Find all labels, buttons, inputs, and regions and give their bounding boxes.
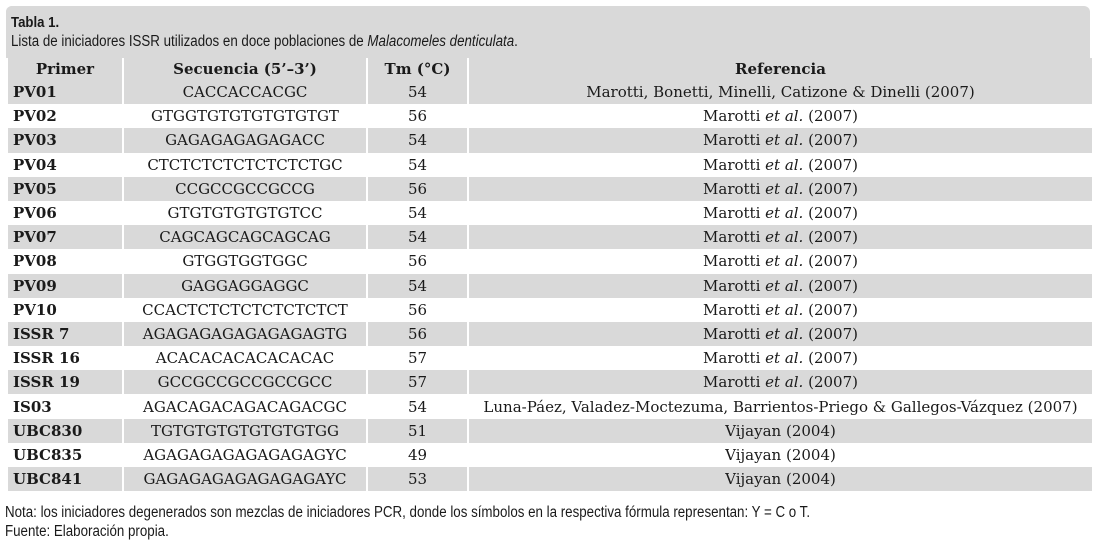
reference-year: (2007) <box>803 349 858 368</box>
primer-cell: ISSR 16 <box>13 349 80 368</box>
reference-cell <box>469 419 1092 443</box>
table-row <box>8 80 1092 104</box>
primer-cell: PV02 <box>13 107 57 126</box>
reference-year: (2007) <box>803 204 858 223</box>
reference-authors: Marotti <box>703 155 766 174</box>
reference-authors: Vijayan (2004) <box>725 421 836 440</box>
reference-etal: et al. <box>765 276 804 295</box>
table-row <box>8 249 1092 273</box>
sequence-cell: GAGAGAGAGAGAGAGAYC <box>124 467 366 491</box>
reference-year: (2007) <box>803 179 858 198</box>
sequence-cell: CCGCCGCCGCCG <box>124 177 366 201</box>
reference-cell <box>469 370 1092 394</box>
sequence-cell: CTCTCTCTCTCTCTCTGC <box>147 155 343 174</box>
reference-cell <box>469 225 1092 249</box>
primer-cell: PV06 <box>13 204 57 223</box>
table-description <box>11 33 518 51</box>
reference-year: (2007) <box>803 107 858 126</box>
reference-etal: et al. <box>765 373 804 392</box>
reference-year: (2007) <box>803 155 858 174</box>
tm-cell: 54 <box>407 204 428 223</box>
tm-cell: 56 <box>407 252 428 271</box>
sequence-cell: AGAGAGAGAGAGAGAGTG <box>124 322 366 346</box>
sequence-cell: AGACAGACAGACAGACGC <box>143 397 347 416</box>
tm-cell: 53 <box>368 467 467 491</box>
reference-authors: Luna-Páez, Valadez-Moctezuma, Barrientos-Priego & Gallegos-Vázquez (2007) <box>483 397 1078 416</box>
reference-year: (2007) <box>803 228 858 247</box>
header-primer: Primer <box>8 58 122 80</box>
reference-etal: et al. <box>765 107 804 126</box>
primer-cell: PV04 <box>13 155 57 174</box>
primer-cell: UBC830 <box>8 419 122 443</box>
tm-cell: 56 <box>368 322 467 346</box>
reference-etal: et al. <box>765 204 804 223</box>
header-reference: Referencia <box>469 58 1092 80</box>
reference-authors: Marotti <box>703 107 766 126</box>
reference-etal: et al. <box>765 324 804 343</box>
sequence-cell: GTGGTGTGTGTGTGTGT <box>151 107 339 126</box>
header-tm: Tm (°C) <box>368 58 467 80</box>
primer-cell: UBC835 <box>13 445 83 464</box>
sequence-cell: CCACTCTCTCTCTCTCTCT <box>142 300 348 319</box>
reference-authors: Marotti, Bonetti, Minelli, Catizone & Dinelli (2007) <box>586 83 975 102</box>
primer-cell: PV08 <box>13 252 57 271</box>
tm-cell: 57 <box>407 349 428 368</box>
table-row <box>8 443 1092 467</box>
table-row <box>8 128 1092 152</box>
table-row <box>8 419 1092 443</box>
reference-etal: et al. <box>765 349 804 368</box>
reference-cell <box>469 443 1092 467</box>
table-row <box>8 346 1092 370</box>
reference-etal: et al. <box>765 155 804 174</box>
reference-cell <box>469 274 1092 298</box>
reference-year: (2007) <box>803 300 858 319</box>
reference-etal: et al. <box>765 300 804 319</box>
primer-cell: PV03 <box>8 128 122 152</box>
reference-authors: Marotti <box>703 349 766 368</box>
caption-text-suffix: . <box>514 33 518 50</box>
reference-cell <box>469 346 1092 370</box>
reference-cell <box>469 128 1092 152</box>
reference-authors: Vijayan (2004) <box>725 445 836 464</box>
reference-cell <box>469 322 1092 346</box>
reference-cell <box>469 80 1092 104</box>
primer-table <box>6 58 1094 491</box>
reference-year: (2007) <box>803 276 858 295</box>
sequence-cell: TGTGTGTGTGTGTGTGG <box>124 419 366 443</box>
primer-cell: PV10 <box>13 300 57 319</box>
primer-cell: UBC841 <box>8 467 122 491</box>
reference-cell <box>469 104 1092 128</box>
tm-cell: 54 <box>368 274 467 298</box>
header-row <box>8 58 1092 80</box>
reference-cell <box>469 201 1092 225</box>
table-row <box>8 467 1092 491</box>
sequence-cell: CACCACCACGC <box>124 80 366 104</box>
reference-cell <box>469 394 1092 418</box>
sequence-cell: AGAGAGAGAGAGAGAGYC <box>143 445 347 464</box>
table-row <box>8 370 1092 394</box>
reference-authors: Marotti <box>703 252 766 271</box>
primer-cell: PV01 <box>8 80 122 104</box>
reference-year: (2007) <box>803 131 858 150</box>
reference-authors: Marotti <box>703 300 766 319</box>
reference-authors: Vijayan (2004) <box>725 470 836 489</box>
reference-etal: et al. <box>765 252 804 271</box>
source-text: Fuente: Elaboración propia. <box>5 523 169 540</box>
sequence-cell: GTGGTGGTGGC <box>182 252 308 271</box>
caption-text-prefix: Lista de iniciadores ISSR utilizados en doce poblaciones de <box>11 33 368 50</box>
primer-cell: ISSR 7 <box>8 322 122 346</box>
sequence-cell: GTGTGTGTGTGTCC <box>167 204 323 223</box>
tm-cell: 54 <box>368 128 467 152</box>
sequence-cell: GCCGCCGCCGCCGCC <box>124 370 366 394</box>
reference-cell <box>469 298 1092 322</box>
reference-year: (2007) <box>803 373 858 392</box>
primer-cell: PV05 <box>8 177 122 201</box>
table-title: Tabla 1. <box>11 14 60 31</box>
reference-year: (2007) <box>803 252 858 271</box>
table-row <box>8 274 1092 298</box>
reference-etal: et al. <box>765 179 804 198</box>
table-row <box>8 201 1092 225</box>
tm-cell: 56 <box>407 107 428 126</box>
reference-authors: Marotti <box>703 228 766 247</box>
tm-cell: 56 <box>407 300 428 319</box>
primer-cell: ISSR 19 <box>8 370 122 394</box>
header-sequence: Secuencia (5’–3’) <box>124 58 366 80</box>
table-row <box>8 153 1092 177</box>
primer-cell: PV09 <box>8 274 122 298</box>
table-row <box>8 177 1092 201</box>
species-name: Malacomeles denticulata <box>367 33 515 50</box>
table-notes <box>5 503 810 541</box>
tm-cell: 54 <box>407 397 428 416</box>
reference-authors: Marotti <box>703 324 766 343</box>
reference-authors: Marotti <box>703 179 766 198</box>
reference-cell <box>469 177 1092 201</box>
primer-cell: PV07 <box>8 225 122 249</box>
primer-cell: IS03 <box>13 397 52 416</box>
reference-etal: et al. <box>765 228 804 247</box>
tm-cell: 56 <box>368 177 467 201</box>
table-row <box>8 225 1092 249</box>
table-row <box>8 322 1092 346</box>
reference-cell <box>469 153 1092 177</box>
reference-etal: et al. <box>765 131 804 150</box>
table-row <box>8 298 1092 322</box>
sequence-cell: CAGCAGCAGCAGCAG <box>124 225 366 249</box>
reference-cell <box>469 467 1092 491</box>
table-row <box>8 104 1092 128</box>
reference-authors: Marotti <box>703 276 766 295</box>
reference-authors: Marotti <box>703 204 766 223</box>
tm-cell: 51 <box>368 419 467 443</box>
tm-cell: 57 <box>368 370 467 394</box>
tm-cell: 54 <box>368 225 467 249</box>
note-text: Nota: los iniciadores degenerados son mezclas de iniciadores PCR, donde los símbolos en la respectiva fórmula representan: Y = C o T. <box>5 504 811 521</box>
tm-cell: 49 <box>407 445 428 464</box>
reference-cell <box>469 249 1092 273</box>
tm-cell: 54 <box>407 155 428 174</box>
sequence-cell: GAGAGAGAGAGACC <box>124 128 366 152</box>
table-row <box>8 394 1092 418</box>
sequence-cell: GAGGAGGAGGC <box>124 274 366 298</box>
tm-cell: 54 <box>368 80 467 104</box>
sequence-cell: ACACACACACACACAC <box>155 349 335 368</box>
reference-year: (2007) <box>803 324 858 343</box>
table-caption <box>6 6 1090 58</box>
reference-authors: Marotti <box>703 131 766 150</box>
reference-authors: Marotti <box>703 373 766 392</box>
